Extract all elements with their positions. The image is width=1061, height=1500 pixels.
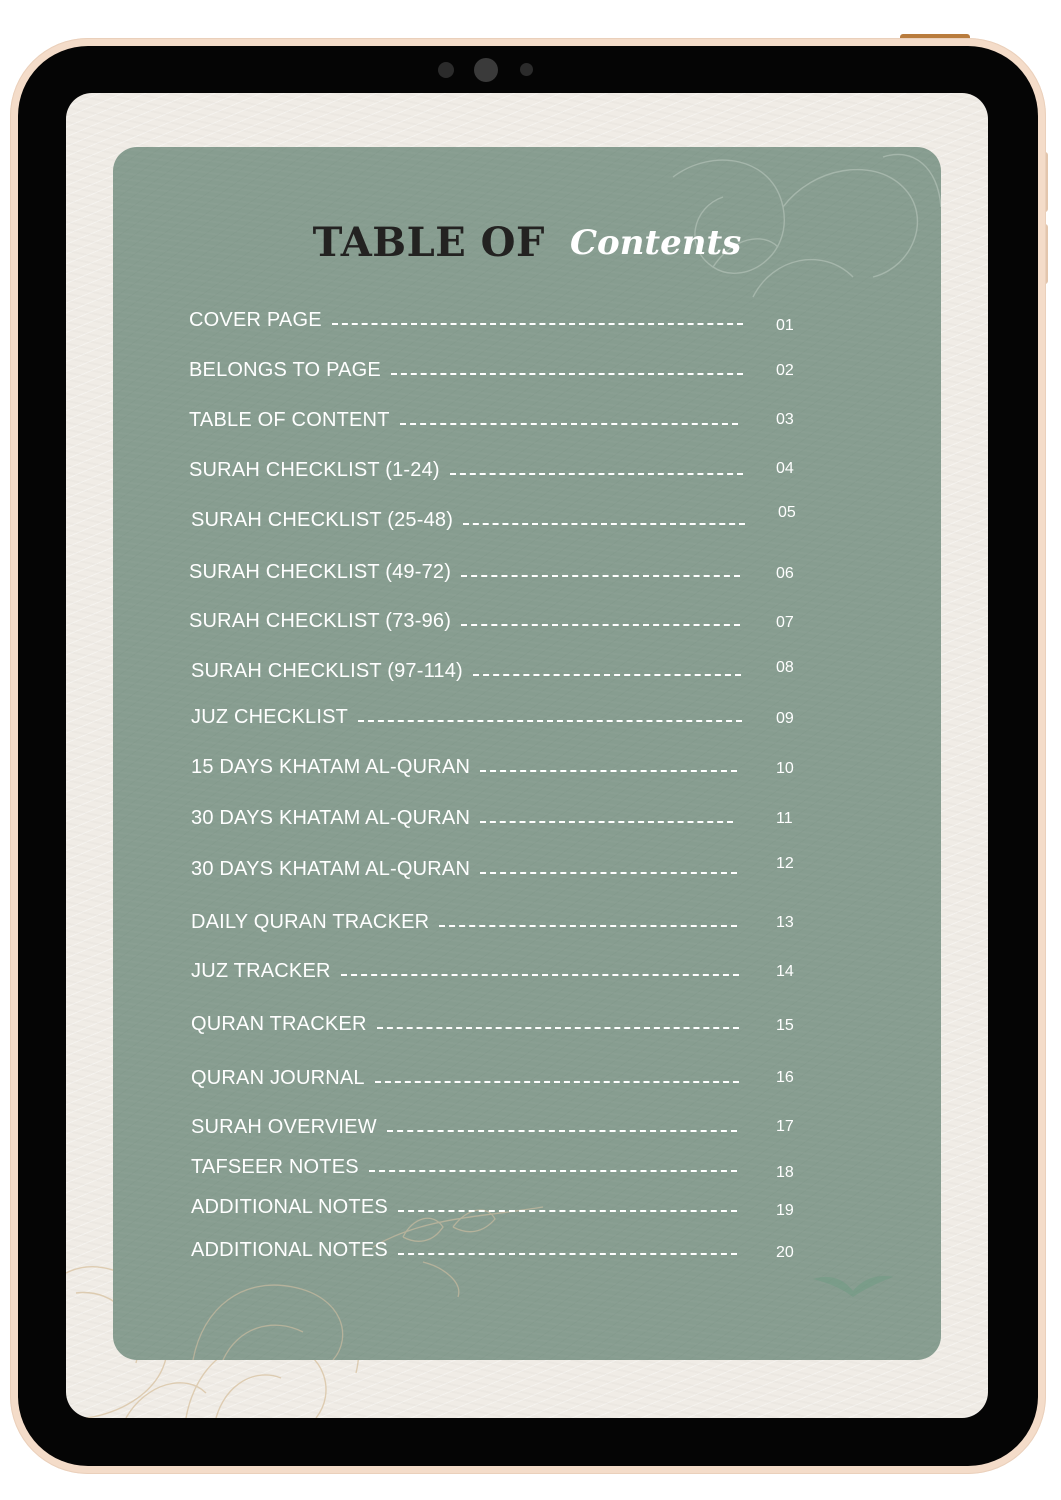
toc-item-page: 12 [776, 855, 794, 872]
toc-item[interactable] [191, 805, 739, 831]
toc-item-page: 11 [776, 810, 793, 827]
toc-item[interactable] [191, 1011, 745, 1037]
toc-item[interactable] [189, 357, 749, 383]
toc-item-page: 01 [776, 317, 794, 334]
toc-item-label: ADDITIONAL NOTES [191, 1238, 388, 1261]
toc-item[interactable] [191, 1114, 743, 1140]
toc-item-label: SURAH CHECKLIST (97-114) [191, 659, 463, 682]
toc-item-leader [375, 1081, 739, 1083]
toc-item[interactable] [189, 457, 749, 483]
toc-item-label: JUZ TRACKER [191, 959, 331, 982]
toc-item-label: SURAH OVERVIEW [191, 1115, 377, 1138]
title-main: TABLE OF [312, 219, 545, 266]
toc-item-label: SURAH CHECKLIST (73-96) [189, 609, 452, 632]
flash-icon [520, 63, 533, 76]
toc-item-leader [391, 373, 743, 375]
toc-item-label: SURAH CHECKLIST (49-72) [189, 560, 452, 583]
toc-item-leader [398, 1253, 737, 1255]
toc-item-leader [387, 1130, 737, 1132]
toc-item-leader [473, 674, 741, 676]
toc-item-page: 05 [778, 504, 796, 521]
toc-item-page: 13 [776, 914, 794, 931]
toc-item[interactable] [191, 1065, 745, 1091]
toc-item-page: 06 [776, 565, 794, 582]
tablet-screen [66, 93, 988, 1418]
toc-item[interactable] [189, 407, 744, 433]
toc-item-page: 08 [776, 659, 794, 676]
toc-list [113, 147, 941, 1360]
toc-item-label: QURAN TRACKER [191, 1012, 367, 1035]
toc-item[interactable] [191, 754, 743, 780]
toc-item-label: QURAN JOURNAL [191, 1066, 365, 1089]
toc-item[interactable] [191, 704, 748, 730]
toc-item-leader [480, 872, 737, 874]
toc-item-leader [461, 624, 740, 626]
toc-item-page: 20 [776, 1244, 794, 1261]
camera-cluster [0, 58, 1061, 82]
toc-item-page: 03 [776, 411, 794, 428]
toc-item[interactable] [189, 559, 746, 585]
toc-item-leader [358, 720, 742, 722]
toc-item-leader [480, 770, 737, 772]
toc-item-label: DAILY QURAN TRACKER [191, 910, 430, 933]
toc-item-label: 30 DAYS KHATAM AL-QURAN [191, 806, 471, 829]
toc-item-page: 19 [776, 1202, 794, 1219]
toc-item[interactable] [191, 1154, 743, 1180]
toc-item-page: 02 [776, 362, 794, 379]
toc-item-leader [369, 1170, 737, 1172]
toc-item-page: 18 [776, 1164, 794, 1181]
toc-item-page: 16 [776, 1069, 794, 1086]
toc-item-leader [332, 323, 743, 325]
toc-item-label: ADDITIONAL NOTES [191, 1195, 388, 1218]
toc-item-page: 09 [776, 710, 794, 727]
toc-item-leader [341, 974, 739, 976]
toc-item-leader [400, 423, 738, 425]
toc-item-page: 15 [776, 1017, 794, 1034]
toc-item[interactable] [191, 507, 751, 533]
toc-item[interactable] [191, 958, 745, 984]
toc-item[interactable] [191, 658, 747, 684]
toc-item[interactable] [189, 307, 749, 333]
toc-item-label: SURAH CHECKLIST (1-24) [189, 458, 440, 481]
toc-item-leader [377, 1027, 739, 1029]
toc-item[interactable] [191, 1194, 743, 1220]
title-script: Contents [569, 222, 742, 263]
toc-item-label: COVER PAGE [189, 308, 322, 331]
toc-item-page: 17 [776, 1118, 794, 1135]
toc-item-page: 07 [776, 614, 794, 631]
toc-item-leader [463, 523, 745, 525]
camera-icon [474, 58, 498, 82]
toc-item[interactable] [189, 608, 746, 634]
toc-item-label: 15 DAYS KHATAM AL-QURAN [191, 755, 471, 778]
toc-item-leader [461, 575, 740, 577]
toc-item[interactable] [191, 1237, 743, 1263]
toc-item-label: TAFSEER NOTES [191, 1155, 359, 1178]
toc-item-page: 04 [776, 460, 794, 477]
toc-item-label: TABLE OF CONTENT [189, 408, 390, 431]
toc-item-label: SURAH CHECKLIST (25-48) [191, 508, 454, 531]
toc-item[interactable] [191, 909, 743, 935]
contents-panel [113, 147, 941, 1360]
sensor-icon [438, 62, 454, 78]
toc-item-label: BELONGS TO PAGE [189, 358, 381, 381]
toc-item-leader [439, 925, 737, 927]
toc-item-label: 30 DAYS KHATAM AL-QURAN [191, 857, 471, 880]
toc-item-page: 10 [776, 760, 794, 777]
toc-item-page: 14 [776, 963, 794, 980]
toc-item-leader [480, 821, 733, 823]
toc-item-leader [398, 1210, 737, 1212]
toc-item[interactable] [191, 856, 743, 882]
toc-item-leader [450, 473, 743, 475]
toc-item-label: JUZ CHECKLIST [191, 705, 349, 728]
